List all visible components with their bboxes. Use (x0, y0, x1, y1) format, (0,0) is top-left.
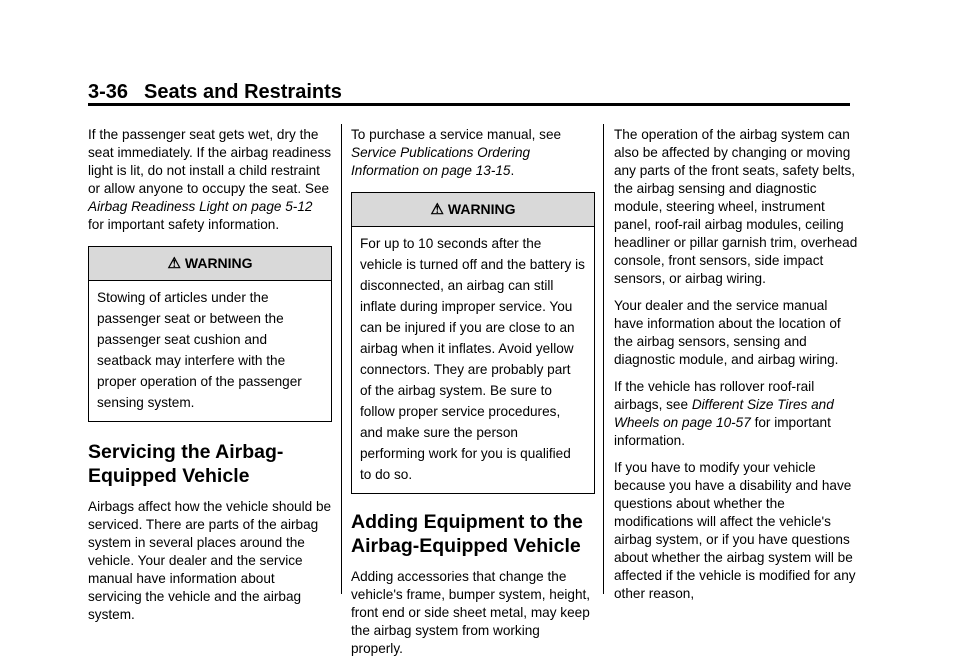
header-rule (88, 103, 850, 106)
paragraph: Adding accessories that change the vehicle's frame, bumper system, height, front end or side sheet metal, may keep the airbag system from working properly. (351, 569, 591, 656)
page-header (88, 80, 342, 104)
column-divider (603, 124, 604, 594)
paragraph: If the passenger seat gets wet, dry the seat immediately. If the airbag readiness light is lit, do not install a child restraint or allow anyone to occupy the seat. See Airbag Readiness Light on page 5-12 for important safety information. (88, 127, 332, 232)
section-heading: Adding Equipment to the Airbag-Equipped Vehicle (351, 511, 583, 557)
paragraph: Airbags affect how the vehicle should be serviced. There are parts of the airbag system in several places around the vehicle. Your dealer and the service manual have information about servicing the vehicle and the airbag system. (88, 499, 332, 622)
section-title: Seats and Restraints (144, 81, 342, 103)
paragraph: To purchase a service manual, see Service Publications Ordering Information on page 13-15. (351, 127, 562, 178)
section-heading: Servicing the Airbag-Equipped Vehicle (88, 441, 284, 487)
warning-body: Stowing of articles under the passenger seat or between the passenger seat cushion and seatback may interfere with the proper operation of the passenger sensing system. (97, 290, 302, 410)
warning-header (89, 247, 331, 281)
column-3 (614, 126, 858, 612)
column-2 (351, 126, 595, 667)
warning-header (352, 193, 594, 227)
paragraph: If you have to modify your vehicle because you have a disability and have questions about whether the modifications will affect the vehicle's airbag system, or if you have questions about whether the airbag system will be affected if the vehicle is modified for any other reason, (614, 460, 856, 601)
cross-reference: Service Publications Ordering Information on page 13-15 (351, 145, 531, 178)
cross-reference: Different Size Tires and Wheels on page 10-57 (614, 397, 834, 430)
warning-title: WARNING (184, 255, 253, 271)
paragraph: If the vehicle has rollover roof-rail airbags, see Different Size Tires and Wheels on page 10-57 for important information. (614, 379, 834, 448)
page-number: 3-36 (88, 81, 129, 103)
warning-body: For up to 10 seconds after the vehicle is turned off and the battery is disconnected, an airbag can still inflate during improper service. You can be injured if you are close to an airbag when it inflates. Avoid yellow connectors. They are probably part of the airbag system. Be sure to follow proper service procedures, and make sure the person performing work for you is qualified to do so. (360, 236, 585, 482)
cross-reference: Airbag Readiness Light on page 5-12 (88, 199, 313, 214)
warning-triangle-icon: ⚠ (430, 201, 444, 218)
warning-title: WARNING (447, 201, 516, 217)
warning-box (351, 192, 595, 494)
paragraph: The operation of the airbag system can also be affected by changing or moving any parts of the front seats, safety belts, the airbag sensing and diagnostic module, steering wheel, instrument panel, roof-rail airbag modules, ceiling headliner or pillar garnish trim, overhead console, front sensors, side impact sensors, or airbag wiring. (614, 127, 858, 286)
column-divider (341, 124, 342, 594)
paragraph: Your dealer and the service manual have information about the location of the airbag sensors, sensing and diagnostic module, and airbag wiring. (614, 298, 841, 367)
warning-box (88, 246, 332, 422)
warning-triangle-icon: ⚠ (167, 255, 181, 272)
column-1 (88, 126, 332, 633)
